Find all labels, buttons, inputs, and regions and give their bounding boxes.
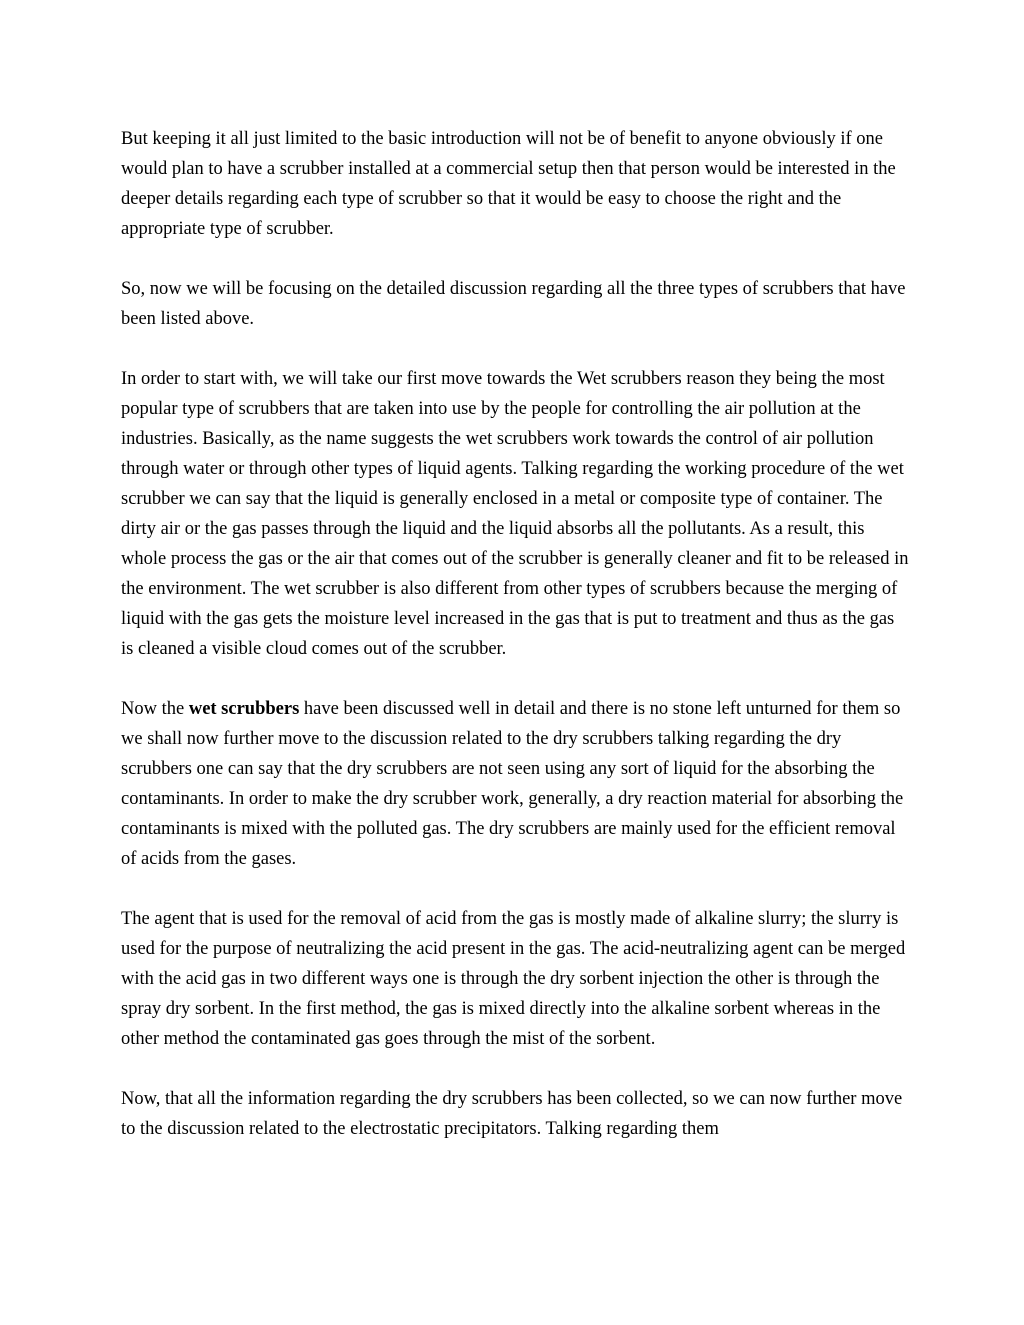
paragraph-dry-scrubbers-lead: Now the	[121, 699, 189, 719]
paragraph-detailed-discussion: So, now we will be focusing on the detailed discussion regarding all the three types of scrubbers that have been listed above.	[121, 279, 906, 329]
paragraph-scrubber-introduction: But keeping it all just limited to the basic introduction will not be of benefit to anyone obviously if one would plan to have a scrubber installed at a commercial setup then that person would be interested in the deeper details regarding each type of scrubber so that it would be easy to choose the right and the appropriate type of scrubber.	[121, 129, 896, 239]
paragraph-wet-scrubbers: In order to start with, we will take our first move towards the Wet scrubbers reason they being the most popular type of scrubbers that are taken into use by the people for controlling the air pollution at the industries. Basically, as the name suggests the wet scrubbers work towards the control of air pollution through water or through other types of liquid agents. Talking regarding the working procedure of the wet scrubber we can say that the liquid is generally enclosed in a metal or composite type of container. The dirty air or the gas passes through the liquid and the liquid absorbs all the pollutants. As a result, this whole process the gas or the air that comes out of the scrubber is generally cleaner and fit to be released in the environment. The wet scrubber is also different from other types of scrubbers because the merging of liquid with the gas gets the moisture level increased in the gas that is put to treatment and thus as the gas is cleaned a visible cloud comes out of the scrubber.	[121, 369, 909, 659]
wet-scrubbers-bold-term: wet scrubbers	[188, 699, 300, 719]
paragraph-dry-scrubbers	[121, 694, 911, 874]
document-body	[121, 124, 911, 1144]
paragraph-acid-removal-agent: The agent that is used for the removal of acid from the gas is mostly made of alkaline slurry; the slurry is used for the purpose of neutralizing the acid present in the gas. The acid-neutralizing agent can be merged with the acid gas in two different ways one is through the dry sorbent injection the other is through the spray dry sorbent. In the first method, the gas is mixed directly into the alkaline sorbent whereas in the other method the contaminated gas goes through the mist of the sorbent.	[121, 909, 906, 1049]
paragraph-dry-scrubbers-rest: have been discussed well in detail and there is no stone left unturned for them so we shall now further move to the discussion related to the dry scrubbers talking regarding the dry scrubbers one can say that the dry scrubbers are not seen using any sort of liquid for the absorbing the contaminants. In order to make the dry scrubber work, generally, a dry reaction material for absorbing the contaminants is mixed with the polluted gas. The dry scrubbers are mainly used for the efficient removal of acids from the gases.	[121, 699, 904, 869]
paragraph-electrostatic-precipitators: Now, that all the information regarding the dry scrubbers has been collected, so we can now further move to the discussion related to the electrostatic precipitators. Talking regarding them	[121, 1089, 903, 1139]
